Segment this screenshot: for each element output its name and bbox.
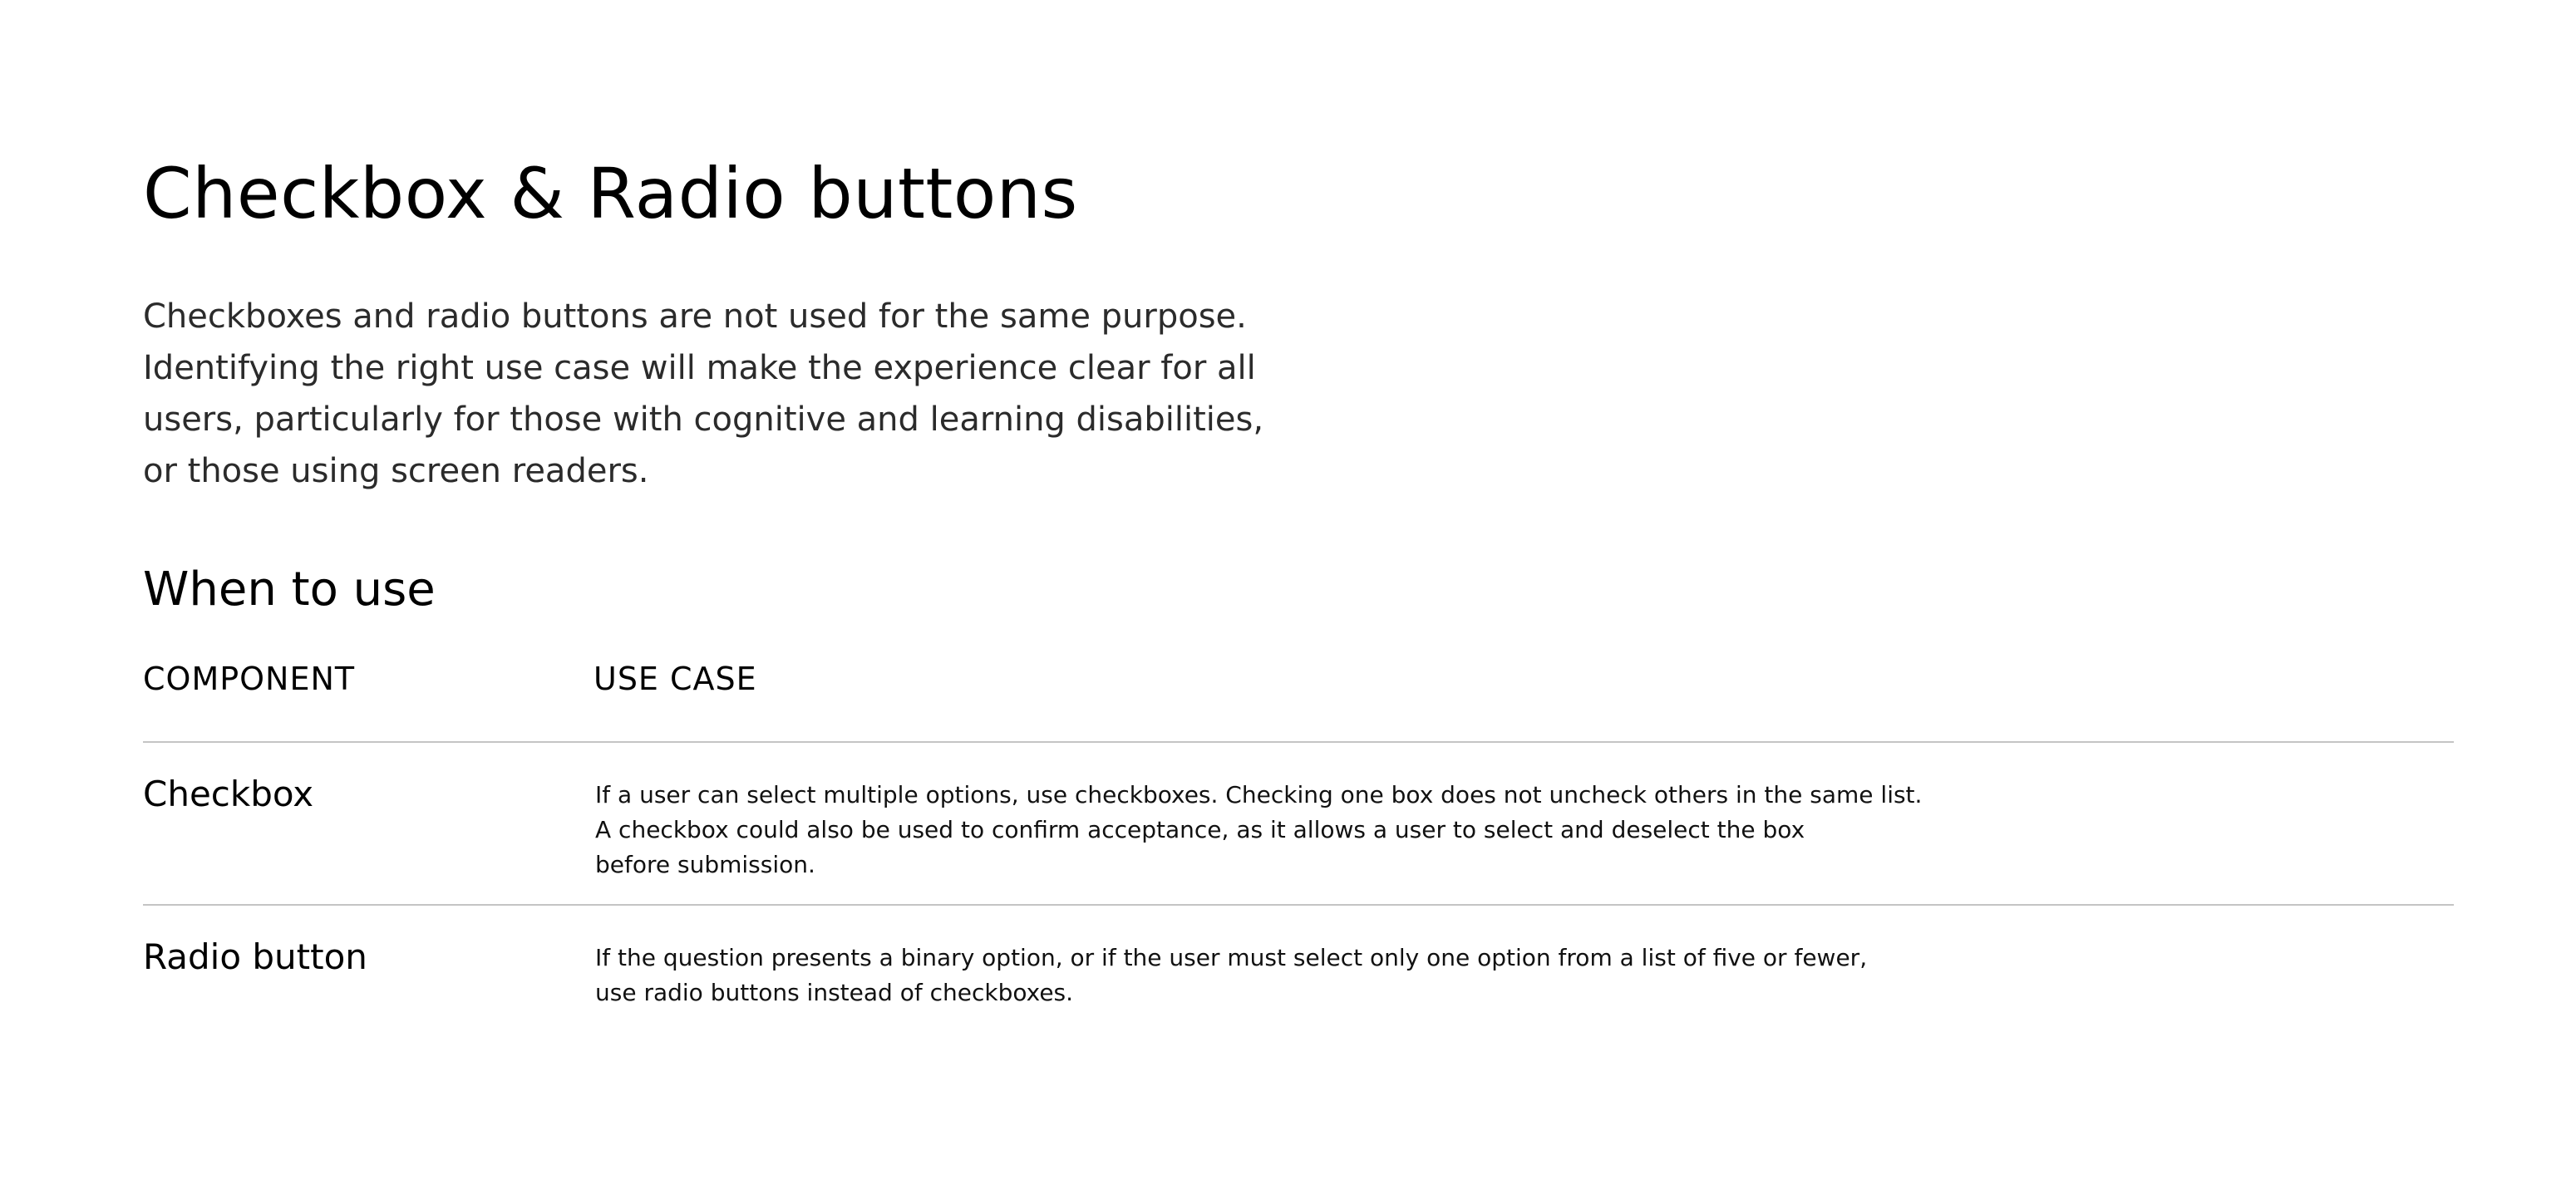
- table-row-checkbox: [143, 743, 2454, 906]
- table-header: [143, 650, 2454, 743]
- row-component-label: Radio button: [143, 936, 367, 977]
- column-header-use-case: USE CASE: [594, 661, 757, 697]
- intro-paragraph: Checkboxes and radio buttons are not used for the same purpose. Identifying the right use case will make the experience clear for all users, particularly for those with cognitive and learning disabilities, or those using screen readers.: [143, 297, 1264, 490]
- use-case-table: [143, 650, 2454, 1030]
- row-component-label: Checkbox: [143, 774, 314, 814]
- page-title: Checkbox & Radio buttons: [143, 153, 1078, 234]
- row-use-case-text: If a user can select multiple options, use checkboxes. Checking one box does not uncheck others in the same list. A checkbox could also be used to confirm acceptance, as it allows a user to select and deselect the box before submission.: [595, 781, 1923, 878]
- row-use-case-text: If the question presents a binary option, or if the user must select only one option from a list of five or fewer, use radio buttons instead of checkboxes.: [595, 944, 1868, 1006]
- column-header-component: COMPONENT: [143, 661, 356, 697]
- section-heading-when-to-use: When to use: [143, 563, 436, 617]
- table-row-radio-button: [143, 906, 2454, 1030]
